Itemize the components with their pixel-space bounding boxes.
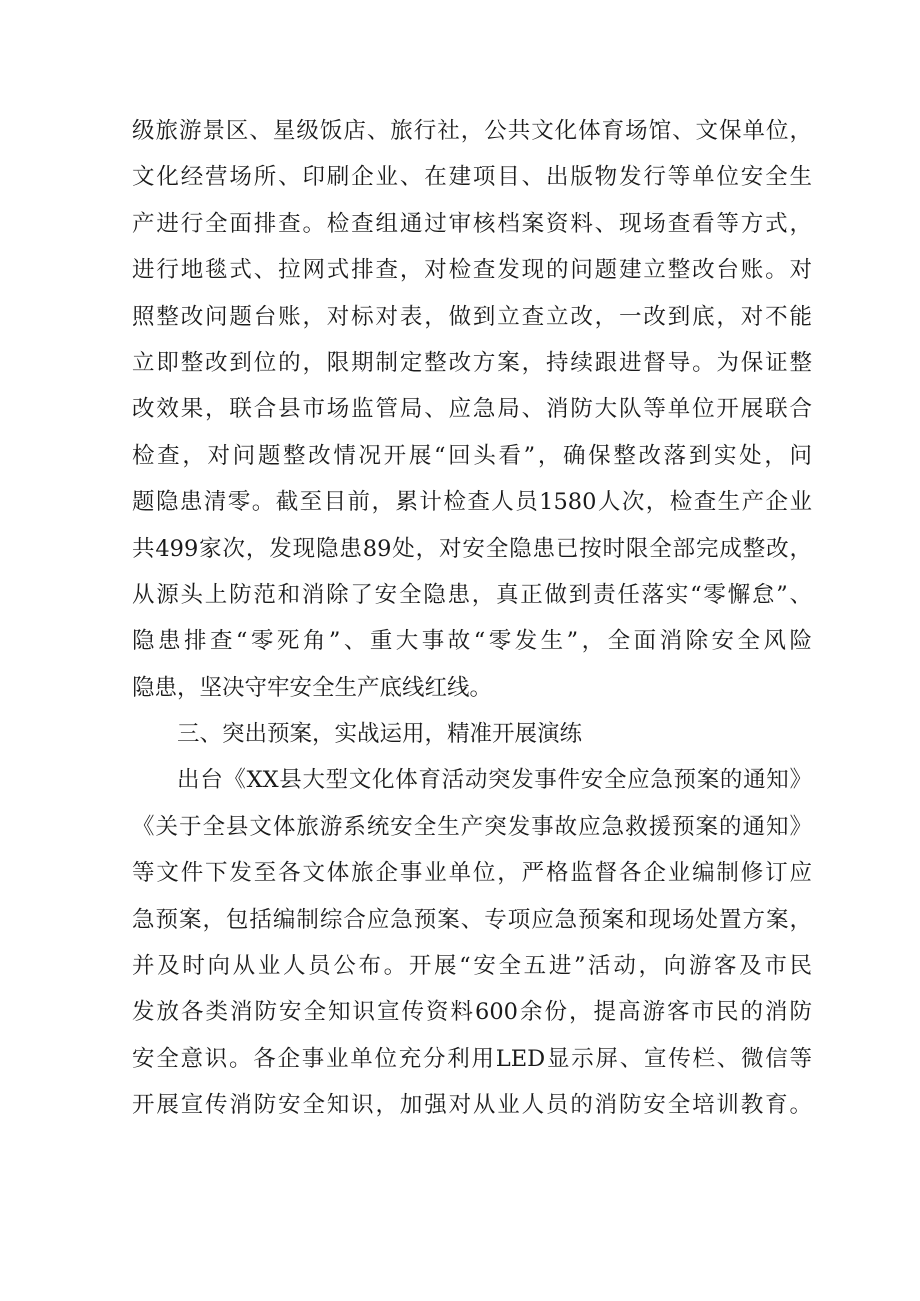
text-line: 从源头上防范和消除了安全隐患，真正做到责任落实“零懈怠”、 (132, 581, 812, 608)
text-line: 题隐患清零。截至目前，累计检查人员1580人次，检查生产企业 (132, 489, 812, 516)
text-line: 并及时向从业人员公布。开展“安全五进”活动，向游客及市民 (132, 953, 812, 980)
document-body (132, 108, 812, 1129)
text-line: 改效果，联合县市场监管局、应急局、消防大队等单位开展联合 (132, 396, 812, 423)
text-line: 《关于全县文体旅游系统安全生产突发事故应急救援预案的通知》 (132, 813, 812, 840)
text-line: 共499家次，发现隐患89处，对安全隐患已按时限全部完成整改， (132, 535, 812, 562)
text-line: 产进行全面排查。检查组通过审核档案资料、现场查看等方式， (132, 210, 812, 237)
text-line: 出台《XX县大型文化体育活动突发事件安全应急预案的通知》 (177, 767, 812, 794)
text-line: 进行地毯式、拉网式排查，对检查发现的问题建立整改台账。对 (132, 257, 812, 284)
text-line: 隐患排查“零死角”、重大事故“零发生”，全面消除安全风险 (132, 628, 812, 655)
text-line: 文化经营场所、印刷企业、在建项目、出版物发行等单位安全生 (132, 164, 812, 191)
text-line: 等文件下发至各文体旅企事业单位，严格监督各企业编制修订应 (132, 860, 812, 887)
text-line: 照整改问题台账，对标对表，做到立查立改，一改到底，对不能 (132, 303, 812, 330)
paragraph-safety-inspection (132, 108, 812, 711)
section-heading: 三、突出预案，实战运用，精准开展演练 (177, 721, 583, 748)
text-line: 级旅游景区、星级饭店、旅行社，公共文化体育场馆、文保单位， (132, 118, 812, 144)
text-line: 检查，对问题整改情况开展“回头看”，确保整改落到实处，问 (132, 442, 812, 469)
text-line: 安全意识。各企事业单位充分利用LED显示屏、宣传栏、微信等 (132, 1045, 812, 1072)
paragraph-emergency-plans (132, 757, 812, 1128)
text-line: 发放各类消防安全知识宣传资料600余份，提高游客市民的消防 (132, 999, 812, 1026)
text-line: 隐患，坚决守牢安全生产底线红线。 (132, 674, 493, 701)
text-line: 急预案，包括编制综合应急预案、专项应急预案和现场处置方案， (132, 906, 812, 933)
text-line: 立即整改到位的，限期制定整改方案，持续跟进督导。为保证整 (132, 349, 812, 376)
text-line: 开展宣传消防安全知识，加强对从业人员的消防安全培训教育。 (132, 1092, 812, 1119)
